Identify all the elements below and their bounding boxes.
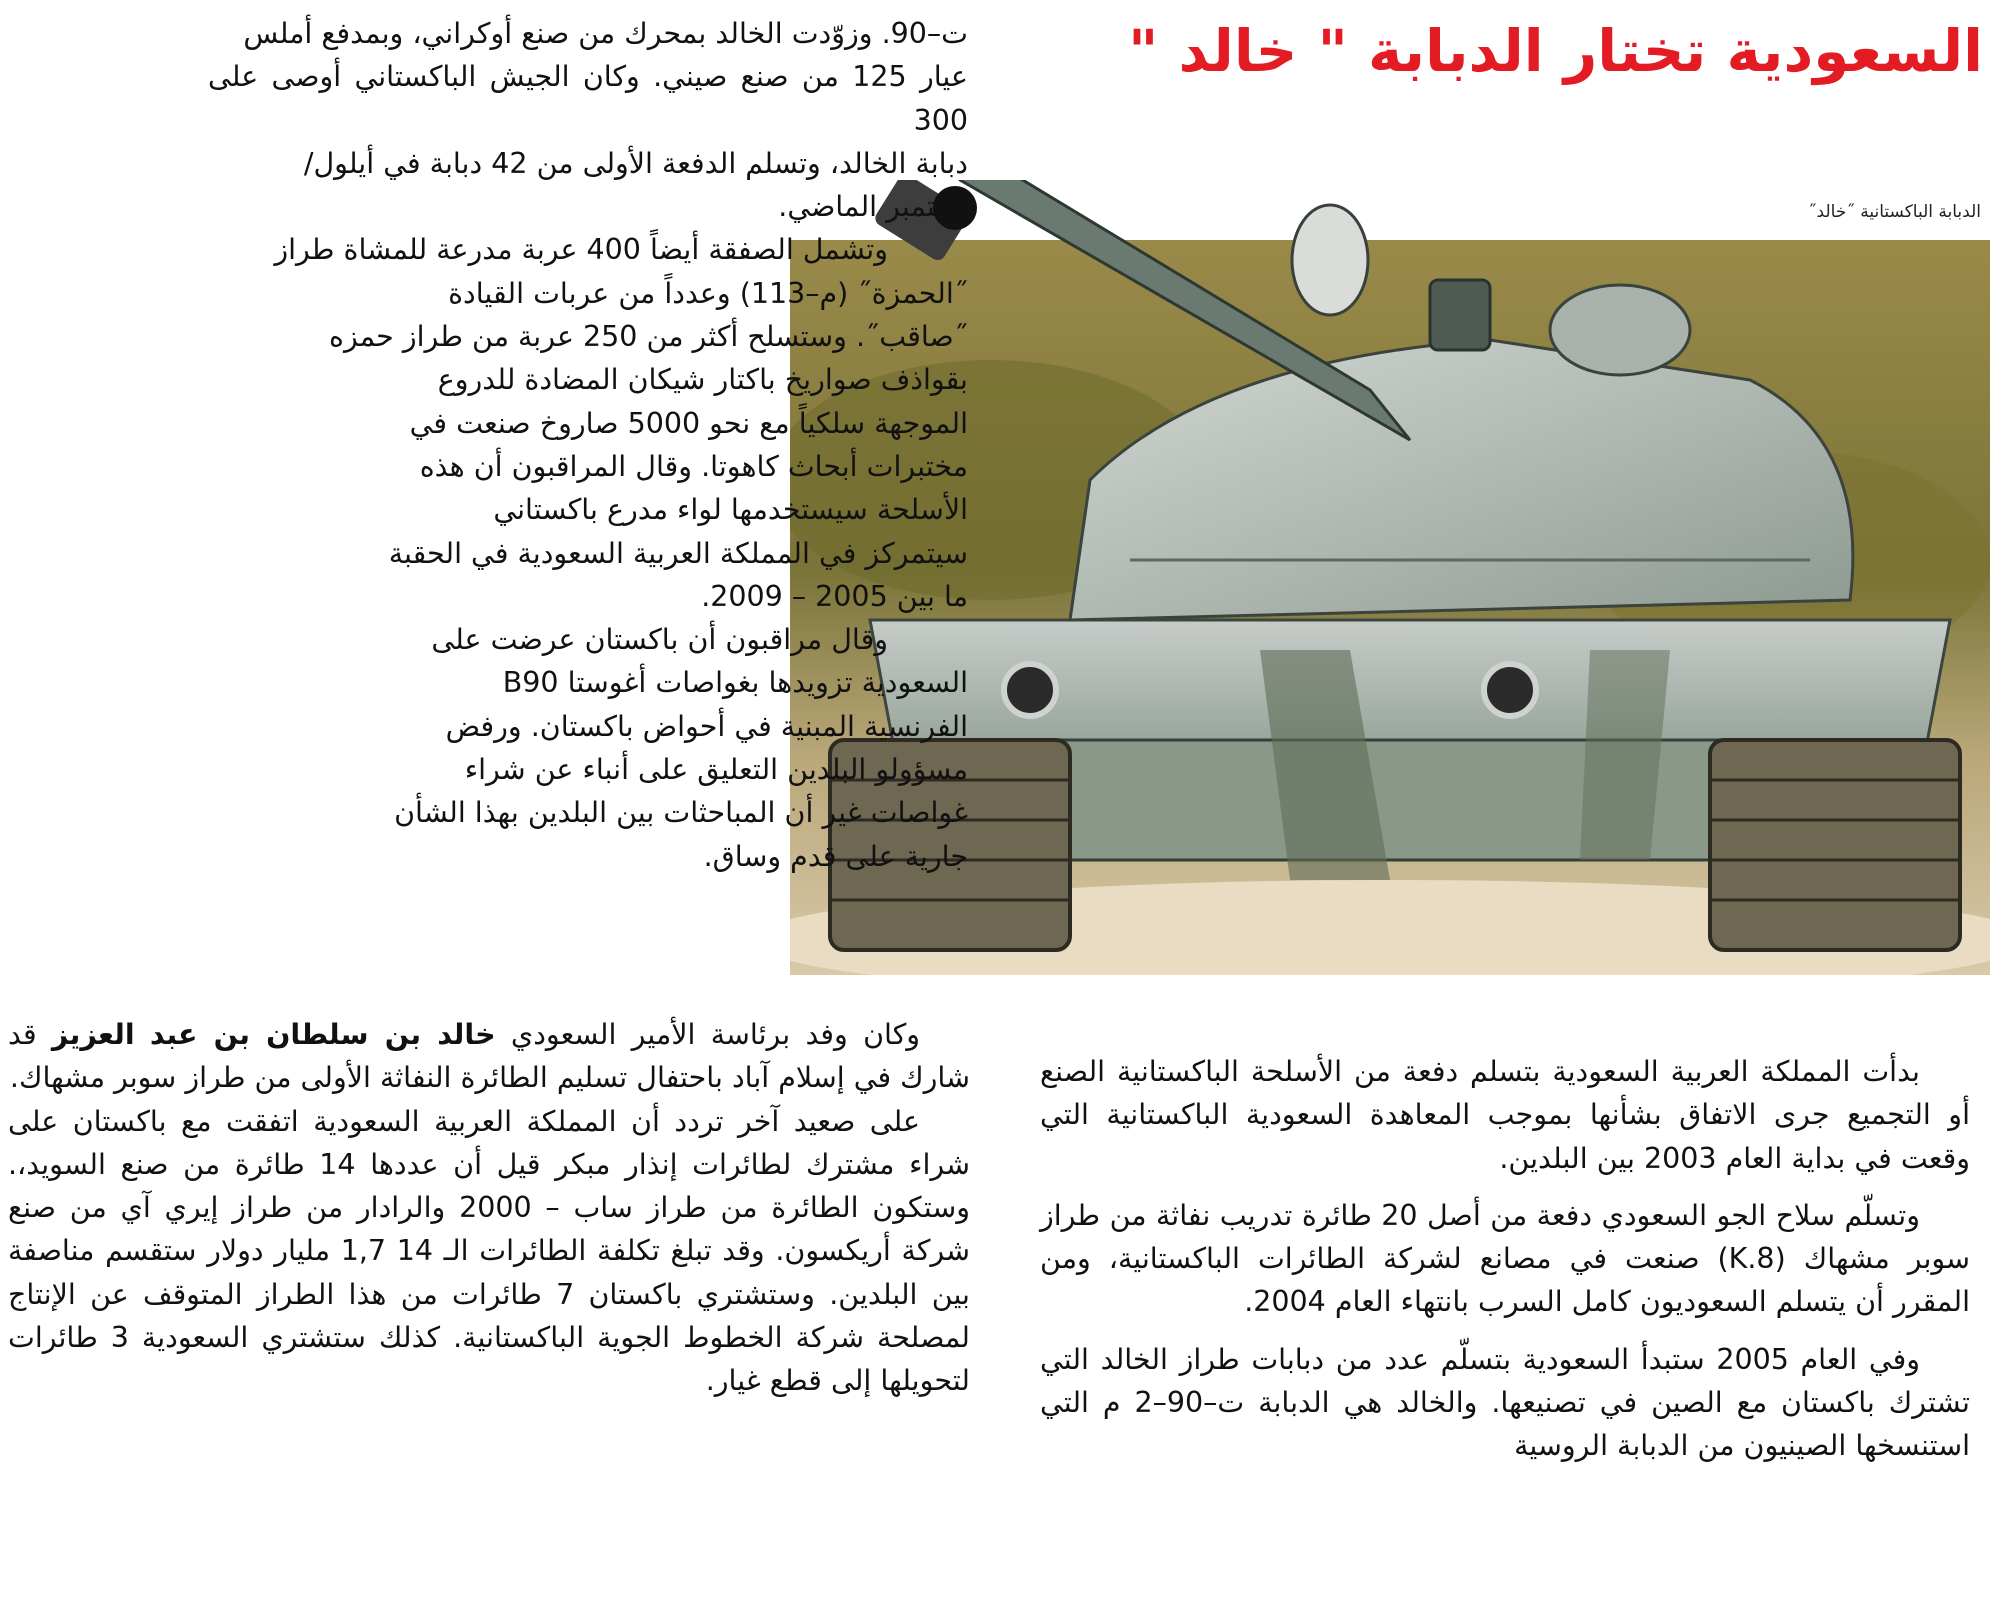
top-column [8, 12, 968, 878]
text-run: وكان وفد برئاسة الأمير السعودي [510, 1018, 921, 1051]
text-line: ت–90. وزوّدت الخالد بمحرك من صنع أوكراني، وبمدفع أملس [243, 17, 968, 50]
bottom-right-paragraph-3: وفي العام 2005 ستبدأ السعودية بتسلّم عدد من دبابات طراز الخالد التي تشترك باكستان مع الصين في تصنيعها. والخالد هي الدبابة ت–90–2 م التي استنسخها الصينيون من الدبابة الروسية [1040, 1342, 1970, 1463]
bottom-left-paragraph-1 [8, 1013, 970, 1100]
bold-name-part-1: خالد بن سلطان بن عبد [149, 1018, 496, 1051]
top-paragraph-2 [8, 228, 968, 618]
bottom-right-column [1040, 1050, 1970, 1468]
tank-illustration [790, 180, 1990, 975]
text-run: قد شارك في إسلام آباد باحتفال تسليم الطائرة النفاثة الأولى من طراز سوبر مشهاك. [8, 1018, 970, 1095]
text-line: عيار 125 من صنع صيني. وكان الجيش الباكستاني أوصى على 300 [208, 60, 968, 137]
text-line: بقواذف صواريخ باكتار شيكان المضادة للدروع [437, 363, 968, 397]
top-paragraph-1 [8, 12, 968, 228]
photo-caption: الدبابة الباكستانية ˝خالد˝ [1808, 202, 1981, 222]
text-line: ما بين 2005 – 2009. [701, 579, 968, 613]
top-paragraph-3 [8, 618, 968, 878]
text-line: الموجهة سلكياً مع نحو 5000 صاروخ صنعت في [409, 406, 968, 440]
text-line: مسؤولو البلدين التعليق على أنباء عن شراء [464, 753, 968, 787]
article-headline: السعودية تختار الدبابة " خالد " [1128, 17, 1983, 85]
text-line: ˝صاقب˝. وستسلح أكثر من 250 عربة من طراز حمزه [329, 320, 968, 354]
text-line: جارية على قدم وساق. [703, 839, 968, 873]
text-line: وتشمل الصفقة أيضاً 400 عربة مدرعة للمشاة طراز [274, 233, 888, 267]
bottom-right-paragraph-2: وتسلّم سلاح الجو السعودي دفعة من أصل 20 طائرة تدريب نفاثة من طراز سوبر مشهاك (K.8) صنعت في مصانع لشركة الطائرات الباكستانية، ومن المقرر أن يتسلم السعوديون كامل السرب بانتهاء العام 2004. [1040, 1198, 1971, 1319]
text-line: سيتمركز في المملكة العربية السعودية في الحقبة [388, 536, 968, 570]
bold-name-part-2: العزيز [51, 1018, 135, 1051]
text-line: الفرنسية المبنية في أحواض باكستان. ورفض [445, 709, 968, 743]
text-line: ˝الحمزة˝ (م–113) وعدداً من عربات القيادة [448, 276, 968, 310]
text-line: الأسلحة سيستخدمها لواء مدرع باكستاني [493, 493, 968, 527]
tank-photo [790, 180, 1990, 975]
text-line: دبابة الخالد، وتسلم الدفعة الأولى من 42 دبابة في أيلول/ [303, 146, 968, 180]
bottom-left-paragraph-2: على صعيد آخر تردد أن المملكة العربية السعودية اتفقت مع باكستان على شراء مشترك لطائرات إنذار مبكر قيل أن عددها 14 طائرة من صنع السويد،. وستكون الطائرة من طراز ساب – 2000 والرادار من طراز إيري آي من صنع شركة أريكسون. وقد تبلغ تكلفة الطائرات الـ 14 1,7 مليار دولار ستقسم مناصفة بين البلدين. وستشتري باكستان 7 طائرات من هذا الطراز المتوقف عن الإنتاج لمصلحة شركة الخطوط الجوية الباكستانية. كذلك ستشتري السعودية 3 طائرات لتحويلها إلى قطع غيار. [8, 1104, 970, 1398]
text-line: السعودية تزويدها بغواصات أغوستا B90 [502, 666, 968, 700]
text-line: وقال مراقبون أن باكستان عرضت على [431, 623, 888, 657]
text-line: سبتمبر الماضي. [778, 190, 968, 224]
text-line: مختبرات أبحاث كاهوتا. وقال المراقبون أن هذه [419, 449, 968, 483]
bottom-right-paragraph-1: بدأت المملكة العربية السعودية بتسلم دفعة من الأسلحة الباكستانية الصنع أو التجميع جرى الاتفاق بشأنها بموجب المعاهدة السعودية الباكستانية التي وقعت في بداية العام 2003 بين البلدين. [1040, 1055, 1970, 1175]
text-line: غواصات غير أن المباحثات بين البلدين بهذا الشأن [394, 796, 968, 830]
bottom-left-column [8, 1013, 970, 1403]
